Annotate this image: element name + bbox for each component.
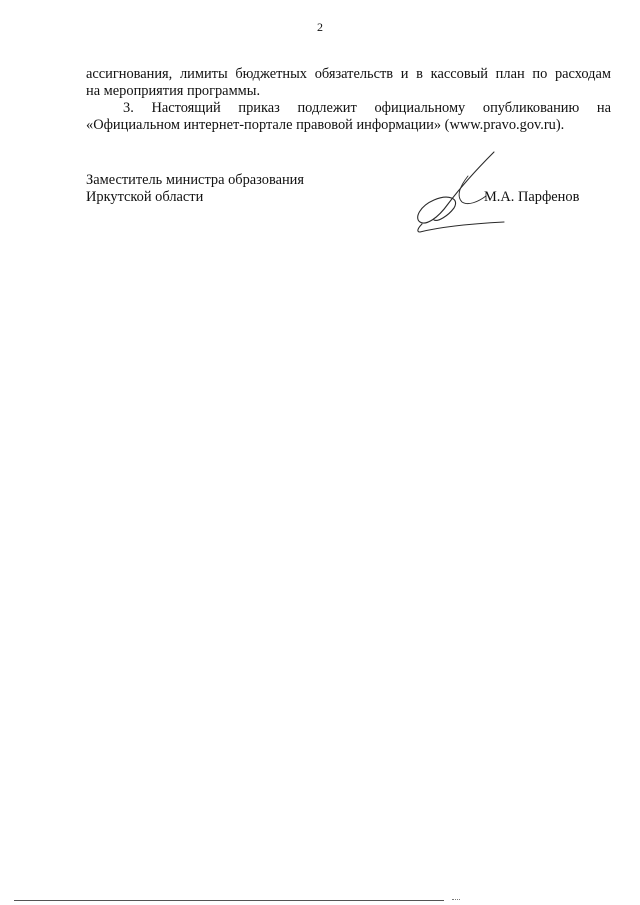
paragraph-line: «Официальном интернет-портале правовой информации» (www.pravo.gov.ru). (86, 117, 565, 133)
footer-rule-dots (452, 899, 460, 900)
signatory-name: М.А. Парфенов (484, 189, 580, 205)
page-number: 2 (317, 20, 323, 34)
signature-stroke (418, 222, 504, 232)
signatory-position-line: Заместитель министра образования (86, 172, 304, 188)
paragraph-line: 3. Настоящий приказ подлежит официальному опубликованию на (123, 100, 611, 116)
signatory-position (86, 172, 304, 206)
paragraph-line: на мероприятия программы. (86, 83, 261, 99)
footer-rule (14, 900, 444, 901)
signature-stroke (459, 176, 486, 204)
signature-stroke (418, 152, 494, 223)
signatory-position-line: Иркутской области (86, 189, 204, 205)
paragraph-publication (86, 100, 611, 134)
paragraph-allocations (86, 66, 611, 100)
paragraph-line: ассигнования, лимиты бюджетных обязательств и в кассовый план по расходам (86, 66, 611, 82)
